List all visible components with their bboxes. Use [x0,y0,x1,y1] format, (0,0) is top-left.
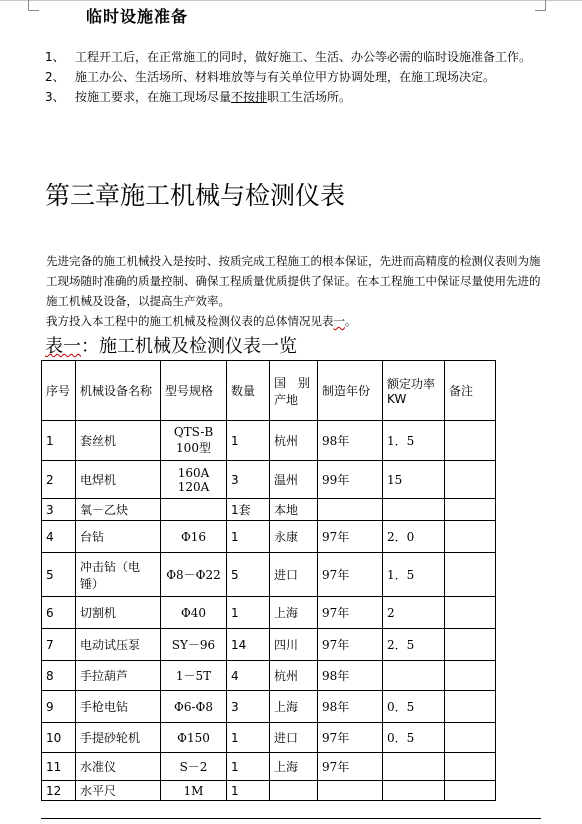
quantity-cell: 3 [227,461,270,499]
table-row [42,421,496,461]
prep-list [45,47,531,107]
table-caption [45,332,297,358]
equipment-name-cell: 套丝机 [76,421,161,461]
origin-cell: 本地 [270,499,318,521]
table-row [42,629,496,661]
header-cell: 型号规格 [161,361,227,421]
row-number-cell: 10 [42,723,76,753]
list-item [45,87,531,107]
note-cell [445,421,496,461]
list-text: 施工办公、生活场所、材料堆放等与有关单位甲方协调处理，在施工现场决定。 [75,70,496,84]
note-cell [445,723,496,753]
table-row [42,661,496,691]
table-row [42,499,496,521]
table-row [42,781,496,801]
quantity-cell: 1 [227,781,270,801]
quantity-cell: 1 [227,723,270,753]
year-cell: 97年 [318,629,383,661]
quantity-cell: 1 [227,521,270,553]
row-number-cell: 4 [42,521,76,553]
note-cell [445,553,496,597]
equipment-table [41,360,496,801]
intro-paragraph [46,251,546,331]
note-cell [445,753,496,781]
header-cell: 机械设备名称 [76,361,161,421]
quantity-cell: 4 [227,661,270,691]
year-cell [318,781,383,801]
model-spec-cell: 160A 120A [161,461,227,499]
note-cell [445,691,496,723]
rated-power-cell: 0．5 [383,723,445,753]
quantity-cell: 5 [227,553,270,597]
header-cell: 国 别产地 [270,361,318,421]
equipment-name-cell: 水平尺 [76,781,161,801]
row-number-cell: 6 [42,597,76,629]
rated-power-cell [383,753,445,781]
section-heading: 临时设施准备 [86,7,189,26]
table-caption-label: 表一 [45,336,81,357]
model-spec-cell: Φ16 [161,521,227,553]
list-text-underlined: 不按排 [231,90,268,104]
chapter-title: 第三章施工机械与检测仪表 [45,181,346,210]
origin-cell: 杭州 [270,421,318,461]
equipment-name-cell: 电动试压泵 [76,629,161,661]
year-cell: 97年 [318,597,383,629]
model-spec-cell: 1M [161,781,227,801]
list-number: 2、 [45,70,65,84]
year-cell: 97年 [318,723,383,753]
table-row [42,723,496,753]
year-cell: 98年 [318,661,383,691]
equipment-name-cell: 台钻 [76,521,161,553]
header-cell: 制造年份 [318,361,383,421]
note-cell [445,499,496,521]
table-caption-text: ：施工机械及检测仪表一览 [81,336,297,357]
quantity-cell: 1 [227,753,270,781]
list-number: 3、 [45,90,65,104]
year-cell [318,499,383,521]
year-cell: 97年 [318,753,383,781]
table-row [42,461,496,499]
model-spec-cell: QTS-B 100型 [161,421,227,461]
row-number-cell: 7 [42,629,76,661]
origin-cell: 永康 [270,521,318,553]
note-cell [445,661,496,691]
model-spec-cell: 1－5T [161,661,227,691]
intro-text: 。 [345,314,357,328]
quantity-cell: 3 [227,691,270,723]
quantity-cell: 14 [227,629,270,661]
rated-power-cell: 0．5 [383,691,445,723]
model-spec-cell: Φ8－Φ22 [161,553,227,597]
equipment-name-cell: 手拉葫芦 [76,661,161,691]
origin-cell: 上海 [270,691,318,723]
row-number-cell: 3 [42,499,76,521]
row-number-cell: 2 [42,461,76,499]
row-number-cell: 11 [42,753,76,781]
quantity-cell: 1套 [227,499,270,521]
equipment-name-cell: 手枪电钻 [76,691,161,723]
note-cell [445,521,496,553]
table-header-row [42,361,496,421]
note-cell [445,461,496,499]
intro-text-line [46,311,546,331]
equipment-name-cell: 手提砂轮机 [76,723,161,753]
model-spec-cell: S－2 [161,753,227,781]
model-spec-cell: Φ150 [161,723,227,753]
list-item [45,47,531,67]
origin-cell: 杭州 [270,661,318,691]
year-cell: 98年 [318,421,383,461]
quantity-cell: 1 [227,421,270,461]
table-row [42,597,496,629]
origin-cell [270,781,318,801]
rated-power-cell: 1．5 [383,421,445,461]
margin-corner-mark [28,0,39,11]
note-cell [445,629,496,661]
row-number-cell: 9 [42,691,76,723]
origin-cell: 进口 [270,723,318,753]
rated-power-cell: 2．5 [383,629,445,661]
equipment-name-cell: 电焊机 [76,461,161,499]
table-row [42,521,496,553]
model-spec-cell: Φ6-Φ8 [161,691,227,723]
page-top-edge [0,0,582,2]
note-cell [445,597,496,629]
intro-text: 先进完备的施工机械投入是按时、按质完成工程施工的根本保证，先进而高精度的检测仪表则为施工现场随时准确的质量控制、确保工程质量优质提供了保证。在本工程施工中保证尽量使用先进的施工机械及设备，以提高生产效率。 [46,254,541,308]
origin-cell: 温州 [270,461,318,499]
row-number-cell: 1 [42,421,76,461]
margin-corner-mark [535,0,546,11]
row-number-cell: 12 [42,781,76,801]
year-cell: 98年 [318,691,383,723]
header-cell: 额定功率KW [383,361,445,421]
rated-power-cell: 2．0 [383,521,445,553]
year-cell: 97年 [318,521,383,553]
equipment-name-cell: 切割机 [76,597,161,629]
equipment-name-cell: 水准仪 [76,753,161,781]
table-reference: 一 [333,314,345,328]
table-row [42,691,496,723]
list-number: 1、 [45,50,65,64]
row-number-cell: 5 [42,553,76,597]
rated-power-cell [383,499,445,521]
origin-cell: 四川 [270,629,318,661]
quantity-cell: 1 [227,597,270,629]
table-row [42,553,496,597]
list-text: 按施工要求，在施工现场尽量 [75,90,232,104]
model-spec-cell: Φ40 [161,597,227,629]
rated-power-cell [383,661,445,691]
rated-power-cell: 2 [383,597,445,629]
list-item [45,67,531,87]
page-cutoff-line [41,818,541,820]
header-cell: 数量 [227,361,270,421]
header-cell: 序号 [42,361,76,421]
note-cell [445,781,496,801]
origin-cell: 上海 [270,597,318,629]
origin-cell: 上海 [270,753,318,781]
list-text: 职工生活场所。 [267,90,352,104]
equipment-name-cell: 冲击钻（电锤） [76,553,161,597]
row-number-cell: 8 [42,661,76,691]
equipment-name-cell: 氧－乙炔 [76,499,161,521]
table-row [42,753,496,781]
year-cell: 99年 [318,461,383,499]
rated-power-cell: 15 [383,461,445,499]
rated-power-cell [383,781,445,801]
intro-text: 我方投入本工程中的施工机械及检测仪表的总体情况见表 [46,314,334,328]
origin-cell: 进口 [270,553,318,597]
rated-power-cell: 1．5 [383,553,445,597]
list-text: 工程开工后，在正常施工的同时，做好施工、生活、办公等必需的临时设施准备工作。 [75,50,532,64]
year-cell: 97年 [318,553,383,597]
model-spec-cell: SY－96 [161,629,227,661]
header-cell: 备注 [445,361,496,421]
model-spec-cell [161,499,227,521]
